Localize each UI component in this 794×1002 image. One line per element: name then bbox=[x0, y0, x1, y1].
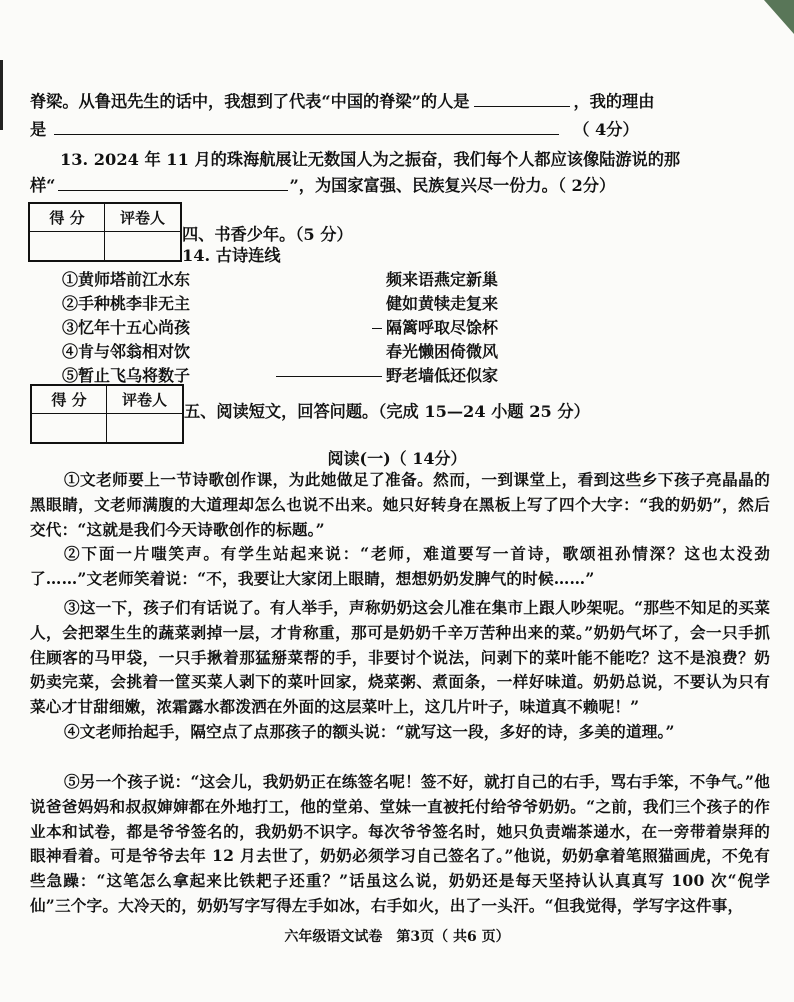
q14-title: 14. 古诗连线 bbox=[182, 246, 281, 265]
scan-edge-mark bbox=[0, 60, 9, 130]
match-line-3[interactable] bbox=[372, 328, 382, 329]
q12-answer-blank-person[interactable] bbox=[474, 92, 570, 107]
grader-header: 评卷人 bbox=[105, 204, 180, 232]
score-cell[interactable] bbox=[30, 232, 105, 260]
section5-title: 五、阅读短文，回答问题。（完成 15—24 小题 25 分） bbox=[184, 402, 590, 421]
match-line-5[interactable] bbox=[276, 376, 382, 377]
q12-line1 bbox=[30, 92, 654, 112]
q13-answer-blank[interactable] bbox=[58, 176, 288, 191]
q12-tail: ，我的理由 bbox=[573, 92, 655, 111]
q12-text: 脊梁。从鲁迅先生的话中，我想到了代表“中国的脊梁”的人是 bbox=[30, 92, 470, 111]
q12-line2-head: 是 bbox=[30, 120, 47, 139]
q13-line2-head: 样“ bbox=[30, 176, 56, 195]
reading-title: 阅读(一)（ 14分） bbox=[327, 449, 467, 468]
paragraph-3: ③这一下，孩子们有话说了。有人举手，声称奶奶这会儿准在集市上跟人吵架呢。“那些不知足的买菜人，会把翠生生的蔬菜剥掉一层，才肯称重，那可是奶奶千辛万苦种出来的菜。”奶奶气坏了，会一只手抓住顾客的马甲袋，一只手揪着那猛掰菜帮的手，非要讨个说法，问剥下的菜叶能不能吃？这不是浪费？奶奶卖完菜，会挑着一筐买菜人剥下的菜叶回家，烧菜粥、煮面条，一样好味道。奶奶总说，不要认为只有菜心才甘甜细嫩，浓霜露水都泼洒在外面的这层菜叶上，这几片叶子，味道真不赖呢！” bbox=[30, 598, 770, 717]
q12-answer-blank-reason[interactable] bbox=[54, 120, 559, 135]
score-cell[interactable] bbox=[32, 414, 107, 442]
poem-right-4: 春光懒困倚微风 bbox=[386, 342, 499, 361]
grader-header: 评卷人 bbox=[107, 386, 182, 414]
grader-cell[interactable] bbox=[107, 414, 182, 442]
paragraph-1: ①文老师要上一节诗歌创作课，为此她做足了准备。然而，一到课堂上，看到这些乡下孩子亮晶晶的黑眼睛，文老师满腹的大道理却怎么也说不出来。她只好转身在黑板上写了四个大字：“我的奶奶”，然后交代：“这就是我们今天诗歌创作的标题。” bbox=[30, 470, 770, 539]
grader-cell[interactable] bbox=[105, 232, 180, 260]
poem-left-4: ④肯与邻翁相对饮 bbox=[62, 342, 191, 361]
q13-line2-tail: ”，为国家富强、民族复兴尽一份力。（ 2分） bbox=[289, 176, 616, 195]
poem-right-3: 隔篱呼取尽馀杯 bbox=[386, 318, 499, 337]
q12-score: （ 4分） bbox=[573, 120, 639, 139]
q13-line1: 13. 2024 年 11 月的珠海航展让无数国人为之振奋，我们每个人都应该像陆游说的那 bbox=[60, 150, 681, 169]
score-box-section5 bbox=[30, 384, 184, 444]
section4-title: 四、书香少年。（5 分） bbox=[182, 225, 353, 244]
score-header: 得 分 bbox=[30, 204, 105, 232]
paragraph-4: ④文老师抬起手，隔空点了点那孩子的额头说：“就写这一段，多好的诗，多美的道理。” bbox=[64, 722, 675, 741]
paragraph-5: ⑤另一个孩子说：“这会儿，我奶奶正在练签名呢！签不好，就打自己的右手，骂右手笨，不争气。”他说爸爸妈妈和叔叔婶婶都在外地打工，他的堂弟、堂妹一直被托付给爷爷奶奶。“之前，我们三个孩子的作业本和试卷，都是爷爷签名的，我奶奶不识字。每次爷爷签名时，她只负责端茶递水，在一旁带着崇拜的眼神看着。可是爷爷去年 12 月去世了，奶奶必须学习自己签名了。”他说，奶奶拿着笔照猫画虎，不免有些急躁：“这笔怎么拿起来比铁耙子还重？”话虽这么说，奶奶还是每天坚持认认真真写 100 次“倪学仙”三个字。大冷天的，奶奶写字写得左手如冰，右手如火，出了一头汗。“但我觉得，学写字这件事， bbox=[30, 772, 770, 915]
poem-right-1: 频来语燕定新巢 bbox=[386, 270, 499, 289]
poem-left-2: ②手种桃李非无主 bbox=[62, 294, 191, 313]
poem-right-2: 健如黄犊走复来 bbox=[386, 294, 499, 313]
q12-line2 bbox=[30, 120, 639, 140]
page-footer: 六年级语文试卷 第3页（ 共6 页） bbox=[284, 929, 510, 945]
poem-left-3: ③忆年十五心尚孩 bbox=[62, 318, 191, 337]
poem-left-5: ⑤暂止飞乌将数子 bbox=[62, 366, 191, 385]
score-box-section4 bbox=[28, 202, 182, 262]
q13-line2 bbox=[30, 176, 615, 196]
poem-right-5: 野老墙低还似家 bbox=[386, 366, 499, 385]
poem-left-1: ①黄师塔前江水东 bbox=[62, 270, 191, 289]
score-header: 得 分 bbox=[32, 386, 107, 414]
corner-leaf-decoration bbox=[764, 0, 794, 34]
paragraph-2: ②下面一片嗤笑声。有学生站起来说：“老师，难道要写一首诗，歌颂祖孙情深？这也太没劲了……”文老师笑着说：“不，我要让大家闭上眼睛，想想奶奶发脾气的时候……” bbox=[30, 544, 770, 588]
